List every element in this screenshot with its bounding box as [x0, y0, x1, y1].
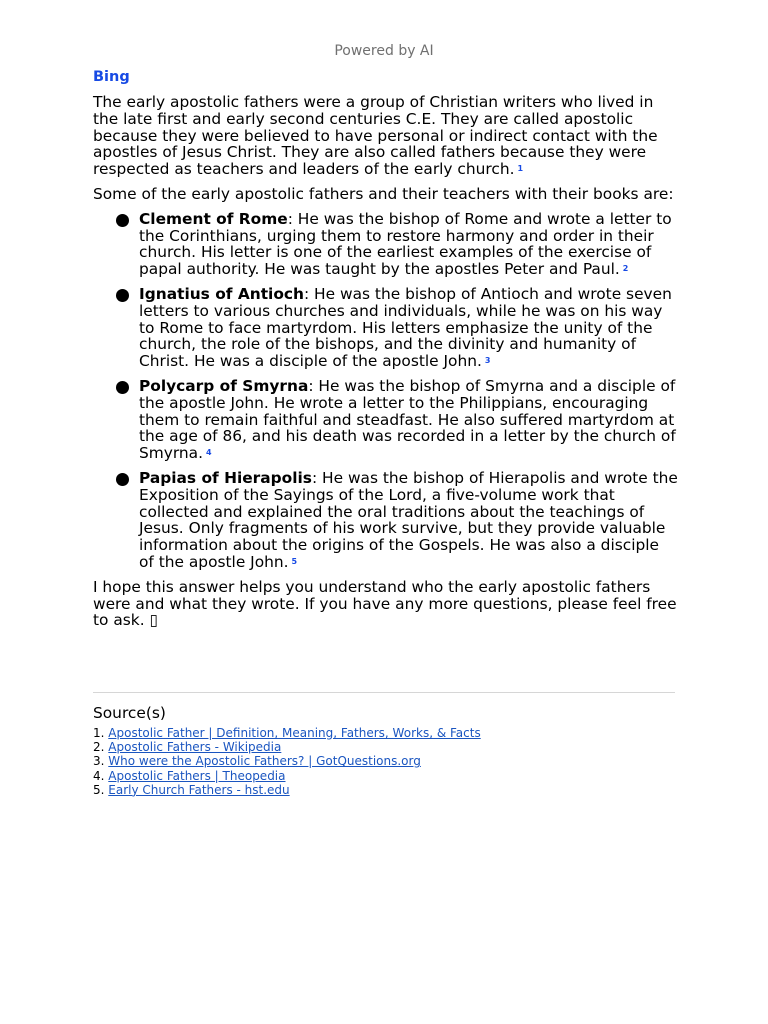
citation-link[interactable]: 1 — [517, 164, 524, 174]
sources-list — [93, 726, 481, 797]
source-link[interactable]: Early Church Fathers - hst.edu — [108, 782, 290, 797]
bullet-icon — [116, 289, 129, 302]
citation-link[interactable]: 5 — [291, 556, 298, 566]
father-description: : He was the bishop of Smyrna and a disciple of the apostle John. He wrote a letter to the Philippians, encouraging them to remain faithful and steadfast. He also suffered martyrdom at the age of 86, and his death was recorded in a letter by the church of Smyrna. — [139, 376, 676, 463]
fathers-list — [93, 211, 678, 571]
source-item — [93, 726, 481, 740]
citation-link[interactable]: 2 — [622, 264, 629, 274]
father-description: : He was the bishop of Hierapolis and wrote the Exposition of the Sayings of the Lord, a five-volume work that collected and explained the oral traditions about the teachings of Jesus. Only fragments of his work survive, but they provide valuable information about the origins of the Gospels. He was also a disciple of the apostle John. — [139, 468, 678, 571]
source-link[interactable]: Apostolic Fathers - Wikipedia — [108, 740, 282, 755]
list-item — [93, 211, 678, 278]
list-item — [93, 470, 678, 571]
brand-name: Bing — [93, 69, 130, 85]
bullet-icon — [116, 473, 129, 486]
father-name: Papias of Hierapolis — [139, 468, 312, 487]
sources-title: Source(s) — [93, 704, 166, 722]
list-item — [93, 286, 678, 370]
father-description: : He was the bishop of Rome and wrote a letter to the Corinthians, urging them to restore harmony and order in their church. His letter is one of the earliest examples of the exercise of papal authority. He was taught by the apostles Peter and Paul. — [139, 209, 672, 279]
source-item — [93, 740, 481, 754]
source-item — [93, 769, 481, 783]
answer-body — [93, 94, 678, 637]
source-number: 3. — [93, 754, 105, 769]
source-number: 5. — [93, 782, 105, 797]
source-link[interactable]: Apostolic Fathers | Theopedia — [108, 768, 286, 783]
source-item — [93, 783, 481, 797]
father-name: Polycarp of Smyrna — [139, 376, 309, 395]
list-item — [93, 378, 678, 462]
citation-link[interactable]: 3 — [484, 356, 491, 366]
source-number: 1. — [93, 726, 105, 740]
list-lead: Some of the early apostolic fathers and their teachers with their books are: — [93, 184, 674, 203]
source-link[interactable]: Who were the Apostolic Fathers? | GotQuestions.org — [108, 754, 421, 769]
father-description: : He was the bishop of Antioch and wrote seven letters to various churches and individuals, while he was on his way to Rome to face martyrdom. His letters emphasize the unity of the church, the role of the bishops, and the divinity and humanity of Christ. He was a disciple of the apostle John. — [139, 284, 672, 371]
source-link[interactable]: Apostolic Father | Definition, Meaning, Fathers, Works, & Facts — [108, 726, 481, 740]
source-item — [93, 754, 481, 768]
source-number: 4. — [93, 768, 105, 783]
bullet-icon — [116, 381, 129, 394]
father-name: Ignatius of Antioch — [139, 284, 304, 303]
intro-paragraph — [93, 94, 678, 178]
bullet-icon — [116, 214, 129, 227]
divider — [93, 692, 675, 693]
closing-paragraph: I hope this answer helps you understand who the early apostolic fathers were and what they wrote. If you have any more questions, please feel free to ask. ▯ — [93, 577, 677, 630]
citation-link[interactable]: 4 — [206, 448, 212, 458]
powered-by-label: Powered by AI — [334, 43, 434, 59]
intro-text: The early apostolic fathers were a group of Christian writers who lived in the late first and early second centuries C.E. They are called apostolic because they were believed to have personal or indirect contact with the apostles of Jesus Christ. They are also called fathers because they were respected as teachers and leaders of the early church. — [93, 93, 658, 179]
father-name: Clement of Rome — [139, 209, 288, 228]
source-number: 2. — [93, 740, 105, 755]
